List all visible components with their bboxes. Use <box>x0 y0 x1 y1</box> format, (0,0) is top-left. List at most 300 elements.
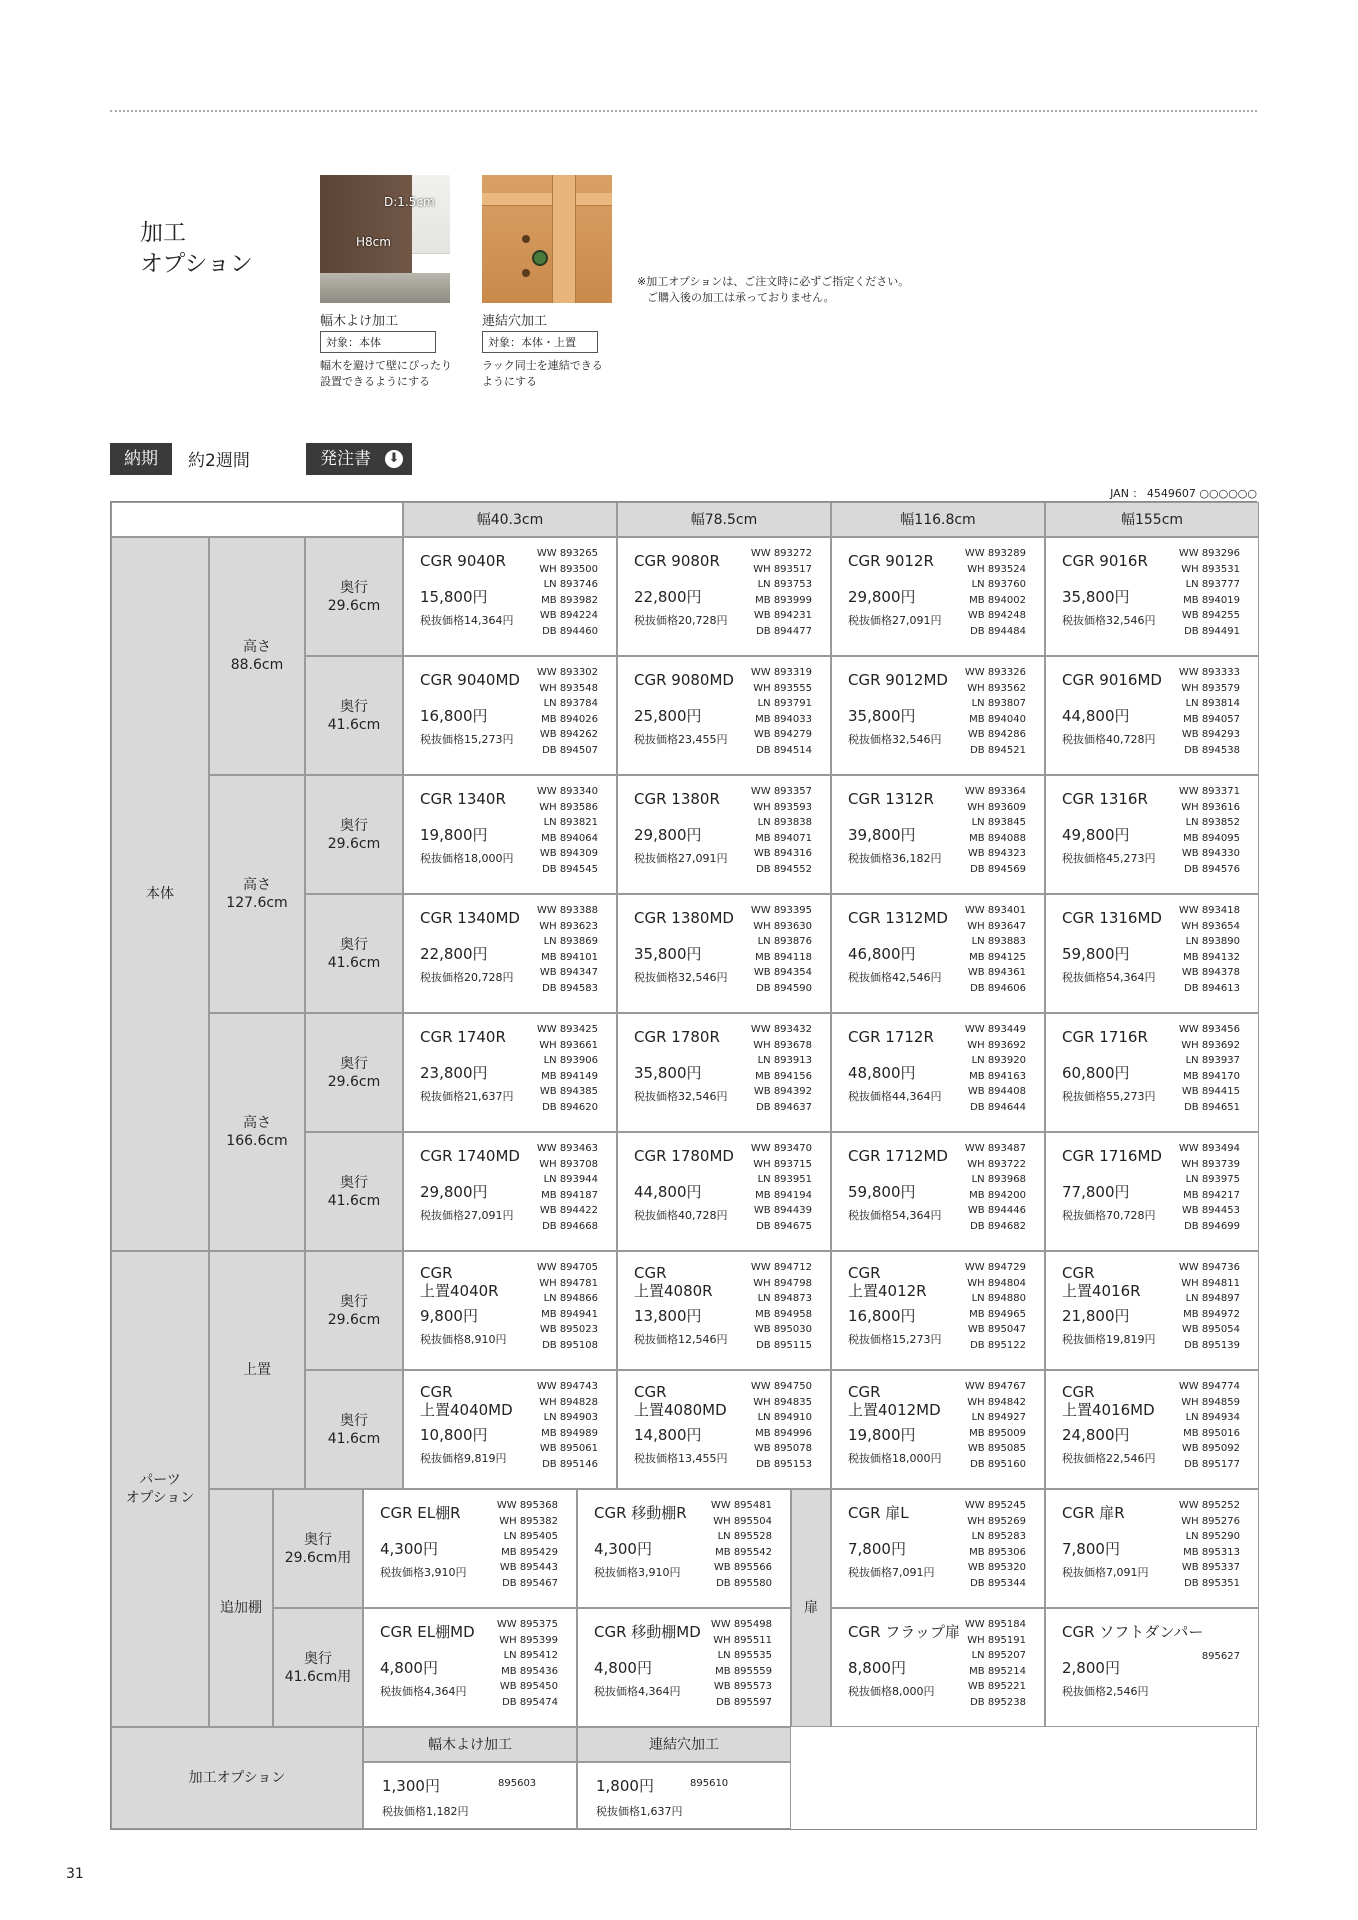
jan-code: LN 893814 <box>1185 698 1240 710</box>
jan-code: LN 893906 <box>543 1055 598 1067</box>
jan-code: WW 894743 <box>536 1381 598 1392</box>
jan-code: MB 894163 <box>969 1070 1026 1082</box>
jan-code: WH 893739 <box>1181 1158 1240 1170</box>
jan-code-list <box>537 1260 598 1354</box>
jan-code: WH 893517 <box>753 563 812 575</box>
jan-code: WH 893562 <box>967 682 1026 694</box>
product-cell <box>831 656 1045 775</box>
product-price: 19,800円 <box>420 826 488 844</box>
download-icon: ⬇ <box>385 450 403 468</box>
product-name: CGR 扉L <box>848 1504 909 1522</box>
jan-code: JAN ： 4549607 ○○○○○○ <box>1110 487 1257 500</box>
jan-code: LN 894927 <box>971 1412 1026 1424</box>
jan-code: LN 895535 <box>717 1650 772 1662</box>
jan-code: LN 893883 <box>971 936 1026 948</box>
jan-code: MB 894002 <box>969 594 1026 606</box>
product-price: 49,800円 <box>1062 826 1130 844</box>
row-label-depth: 奥行 29.6cm <box>305 1251 403 1370</box>
jan-code: WH 893531 <box>1181 563 1240 575</box>
jan-code: WB 894378 <box>1181 967 1240 979</box>
product-name: CGR 1716MD <box>1062 1147 1162 1165</box>
jan-code: DB 894538 <box>1184 744 1240 756</box>
jan-code: DB 894651 <box>1184 1101 1240 1113</box>
product-cell <box>1045 537 1259 656</box>
product-price: 21,800円 <box>1062 1307 1130 1325</box>
product-name: CGR 1712R <box>848 1028 934 1046</box>
product-tax-excluded-price: 税抜価格22,546円 <box>1062 1452 1156 1465</box>
jan-code: WB 895078 <box>753 1443 812 1455</box>
jan-code: WH 893654 <box>1181 920 1240 932</box>
product-cell <box>831 894 1045 1013</box>
jan-code: WH 895191 <box>967 1634 1026 1646</box>
jan-code: WW 893432 <box>750 1024 812 1035</box>
processing-tax-excluded-price: 税抜価格1,637円 <box>596 1805 683 1818</box>
product-tax-excluded-price: 税抜価格54,364円 <box>1062 971 1156 984</box>
jan-code: DB 894699 <box>1184 1220 1240 1232</box>
jan-code: DB 895122 <box>970 1339 1026 1351</box>
product-price: 35,800円 <box>1062 588 1130 606</box>
jan-code: LN 893760 <box>971 579 1026 591</box>
processing-cell <box>577 1762 791 1829</box>
product-price: 22,800円 <box>634 588 702 606</box>
jan-code: MB 894194 <box>755 1189 812 1201</box>
jan-code: WW 895481 <box>710 1500 772 1511</box>
jan-code: WW 893418 <box>1178 905 1240 916</box>
jan-code: LN 895528 <box>717 1531 772 1543</box>
product-tax-excluded-price: 税抜価格4,364円 <box>594 1685 681 1698</box>
jan-code-list <box>711 1617 772 1711</box>
jan-code: WB 894262 <box>539 729 598 741</box>
jan-code: WW 893401 <box>964 905 1026 916</box>
jan-code-list <box>965 1498 1026 1592</box>
jan-code-list <box>1202 1649 1240 1665</box>
product-name: CGR 上置4040R <box>420 1264 499 1300</box>
jan-code: LN 893784 <box>543 698 598 710</box>
row-label-parts-option: パーツ オプション <box>111 1251 209 1727</box>
product-name: CGR 9080MD <box>634 671 734 689</box>
product-name: CGR 1316MD <box>1062 909 1162 927</box>
jan-code: WB 894354 <box>753 967 812 979</box>
jan-code: 895627 <box>1201 1651 1240 1662</box>
product-price: 4,300円 <box>594 1540 652 1558</box>
order-form-button[interactable]: 発注書 ⬇ <box>306 443 412 475</box>
option-1-desc: 幅木を避けて壁にぴったり 設置できるようにする <box>320 359 452 388</box>
jan-code: WH 893579 <box>1181 682 1240 694</box>
jan-code: DB 894477 <box>756 625 812 637</box>
product-tax-excluded-price: 税抜価格36,182円 <box>848 852 942 865</box>
jan-code: WB 894323 <box>967 848 1026 860</box>
jan-code: WB 894392 <box>753 1086 812 1098</box>
product-cell <box>831 1489 1045 1608</box>
width-header: 幅155cm <box>1045 502 1259 537</box>
product-price: 44,800円 <box>1062 707 1130 725</box>
product-tax-excluded-price: 税抜価格44,364円 <box>848 1090 942 1103</box>
option-1-target: 対象：本体 <box>320 331 436 353</box>
jan-code: WH 893616 <box>1181 801 1240 813</box>
product-name: CGR 1380MD <box>634 909 734 927</box>
product-cell <box>617 775 831 894</box>
product-name: CGR 上置4016R <box>1062 1264 1141 1300</box>
product-name: CGR 9040MD <box>420 671 520 689</box>
option-note: ※加工オプションは、ご注文時に必ずご指定ください。 ご購入後の加工は承っておりません。 <box>637 275 910 304</box>
jan-code: WW 895245 <box>964 1500 1026 1511</box>
product-cell <box>1045 656 1259 775</box>
jan-code: WW 893395 <box>750 905 812 916</box>
jan-code-list <box>1179 903 1240 997</box>
jan-code-list <box>537 665 598 759</box>
jan-code: LN 895405 <box>503 1531 558 1543</box>
jan-code-list <box>751 903 812 997</box>
product-tax-excluded-price: 税抜価格42,546円 <box>848 971 942 984</box>
row-label-depth: 奥行 41.6cm <box>305 1370 403 1489</box>
processing-header: 幅木よけ加工 <box>363 1727 577 1762</box>
product-price: 59,800円 <box>1062 945 1130 963</box>
jan-code: WB 894385 <box>539 1086 598 1098</box>
jan-code: MB 894989 <box>541 1427 598 1439</box>
row-label-depth: 奥行 41.6cm用 <box>273 1608 363 1727</box>
product-tax-excluded-price: 税抜価格32,546円 <box>634 1090 728 1103</box>
jan-code: WB 894453 <box>1181 1205 1240 1217</box>
jan-code: WW 893357 <box>750 786 812 797</box>
product-cell <box>617 656 831 775</box>
row-label-extra-shelf: 追加棚 <box>209 1489 273 1727</box>
jan-code: WB 895047 <box>967 1324 1026 1336</box>
jan-code: MB 895429 <box>501 1546 558 1558</box>
jan-code: WW 893340 <box>536 786 598 797</box>
product-name: CGR EL棚R <box>380 1504 461 1522</box>
product-name: CGR 上置4080MD <box>634 1383 727 1419</box>
jan-code: WW 893364 <box>964 786 1026 797</box>
jan-code: MB 894125 <box>969 951 1026 963</box>
product-cell <box>617 1251 831 1370</box>
jan-code: WW 893272 <box>750 548 812 559</box>
product-tax-excluded-price: 税抜価格27,091円 <box>420 1209 514 1222</box>
product-cell <box>1045 1370 1259 1489</box>
jan-code: MB 894941 <box>541 1308 598 1320</box>
jan-code: WW 894750 <box>750 1381 812 1392</box>
jan-code: MB 894095 <box>1183 832 1240 844</box>
product-name: CGR 1340MD <box>420 909 520 927</box>
jan-code: WH 894828 <box>539 1396 598 1408</box>
jan-code: WH 894835 <box>753 1396 812 1408</box>
jan-code: LN 893852 <box>1185 817 1240 829</box>
jan-code: WB 894231 <box>753 610 812 622</box>
jan-code: WW 893296 <box>1178 548 1240 559</box>
jan-code: 895610 <box>690 1778 729 1789</box>
row-label-depth: 奥行 29.6cm <box>305 537 403 656</box>
jan-code: MB 894101 <box>541 951 598 963</box>
jan-code: MB 893999 <box>755 594 812 606</box>
jan-code: LN 895283 <box>971 1531 1026 1543</box>
jan-code-list <box>965 903 1026 997</box>
product-name: CGR 1780R <box>634 1028 720 1046</box>
product-name: CGR 上置4080R <box>634 1264 713 1300</box>
jan-code: MB 894958 <box>755 1308 812 1320</box>
jan-code: WH 895511 <box>713 1634 772 1646</box>
row-label-height: 高さ 88.6cm <box>209 537 305 775</box>
jan-code: WH 895382 <box>499 1515 558 1527</box>
product-price: 16,800円 <box>848 1307 916 1325</box>
product-tax-excluded-price: 税抜価格40,728円 <box>1062 733 1156 746</box>
product-cell <box>831 775 1045 894</box>
product-name: CGR 1712MD <box>848 1147 948 1165</box>
jan-code: WB 895085 <box>967 1443 1026 1455</box>
jan-code-list <box>1179 784 1240 878</box>
jan-code-list <box>711 1498 772 1592</box>
product-name: CGR 上置4016MD <box>1062 1383 1155 1419</box>
jan-code-list <box>965 784 1026 878</box>
product-name: CGR 9016R <box>1062 552 1148 570</box>
jan-code: LN 895207 <box>971 1650 1026 1662</box>
product-cell <box>577 1489 791 1608</box>
jan-code-list <box>537 1022 598 1116</box>
processing-price: 1,300円 <box>382 1777 440 1795</box>
jan-code: WW 893326 <box>964 667 1026 678</box>
product-tax-excluded-price: 税抜価格27,091円 <box>634 852 728 865</box>
jan-code: WW 893470 <box>750 1143 812 1154</box>
jan-code: LN 893876 <box>757 936 812 948</box>
product-price: 4,800円 <box>380 1659 438 1677</box>
jan-code: DB 894514 <box>756 744 812 756</box>
product-name: CGR 移動棚MD <box>594 1623 701 1641</box>
jan-code: DB 894644 <box>970 1101 1026 1113</box>
jan-code: DB 895474 <box>502 1696 558 1708</box>
jan-code: MB 894170 <box>1183 1070 1240 1082</box>
product-price: 39,800円 <box>848 826 916 844</box>
processing-tax-excluded-price: 税抜価格1,182円 <box>382 1805 469 1818</box>
product-price: 60,800円 <box>1062 1064 1130 1082</box>
option-1-title: 幅木よけ加工 <box>320 314 399 329</box>
jan-code: MB 895306 <box>969 1546 1026 1558</box>
processing-header: 連結穴加工 <box>577 1727 791 1762</box>
jan-code-list <box>751 1379 812 1473</box>
product-price: 16,800円 <box>420 707 488 725</box>
jan-code: DB 895467 <box>502 1577 558 1589</box>
jan-code: WH 894811 <box>1181 1277 1240 1289</box>
jan-code-list <box>965 1022 1026 1116</box>
jan-code: WB 894255 <box>1181 610 1240 622</box>
jan-code: DB 894590 <box>756 982 812 994</box>
jan-code: LN 893821 <box>543 817 598 829</box>
product-name: CGR 扉R <box>1062 1504 1125 1522</box>
jan-code: WW 893388 <box>536 905 598 916</box>
jan-code: WH 893630 <box>753 920 812 932</box>
jan-code: DB 894576 <box>1184 863 1240 875</box>
row-label-top-unit: 上置 <box>209 1251 305 1489</box>
jan-code: MB 895009 <box>969 1427 1026 1439</box>
jan-code: WB 894293 <box>1181 729 1240 741</box>
product-price: 2,800円 <box>1062 1659 1120 1677</box>
jan-code: WB 895054 <box>1181 1324 1240 1336</box>
product-price: 23,800円 <box>420 1064 488 1082</box>
lead-time-badge: 納期 <box>110 443 172 475</box>
product-price: 4,300円 <box>380 1540 438 1558</box>
jan-code-list <box>1179 1141 1240 1235</box>
jan-code: 895603 <box>498 1778 537 1789</box>
jan-code: WH 893524 <box>967 563 1026 575</box>
jan-code: WB 895337 <box>1181 1562 1240 1574</box>
jan-code: DB 894569 <box>970 863 1026 875</box>
jan-code: DB 894583 <box>542 982 598 994</box>
top-dotted-rule <box>110 110 1257 112</box>
jan-code-list <box>1179 1498 1240 1592</box>
product-tax-excluded-price: 税抜価格55,273円 <box>1062 1090 1156 1103</box>
product-price: 77,800円 <box>1062 1183 1130 1201</box>
product-price: 46,800円 <box>848 945 916 963</box>
product-price: 44,800円 <box>634 1183 702 1201</box>
product-tax-excluded-price: 税抜価格45,273円 <box>1062 852 1156 865</box>
jan-code: MB 895313 <box>1183 1546 1240 1558</box>
jan-code: WB 894224 <box>539 610 598 622</box>
jan-code: LN 893753 <box>757 579 812 591</box>
jan-code: MB 894149 <box>541 1070 598 1082</box>
product-cell <box>1045 1251 1259 1370</box>
jan-code: DB 894675 <box>756 1220 812 1232</box>
jan-code: WW 894705 <box>536 1262 598 1273</box>
product-tax-excluded-price: 税抜価格20,728円 <box>420 971 514 984</box>
jan-code: MB 894019 <box>1183 594 1240 606</box>
jan-code: WH 893722 <box>967 1158 1026 1170</box>
product-tax-excluded-price: 税抜価格8,000円 <box>848 1685 935 1698</box>
product-cell <box>1045 775 1259 894</box>
jan-code: WH 895504 <box>713 1515 772 1527</box>
product-price: 4,800円 <box>594 1659 652 1677</box>
jan-code: LN 893869 <box>543 936 598 948</box>
product-price: 15,800円 <box>420 588 488 606</box>
jan-code: WB 895566 <box>713 1562 772 1574</box>
jan-code: WB 894347 <box>539 967 598 979</box>
product-tax-excluded-price: 税抜価格2,546円 <box>1062 1685 1149 1698</box>
jan-code: DB 895177 <box>1184 1458 1240 1470</box>
jan-code: MB 894996 <box>755 1427 812 1439</box>
row-label-body: 本体 <box>111 537 209 1251</box>
jan-code: WB 894446 <box>967 1205 1026 1217</box>
jan-code-list <box>537 546 598 640</box>
jan-code: MB 894187 <box>541 1189 598 1201</box>
jan-code: DB 894491 <box>1184 625 1240 637</box>
product-tax-excluded-price: 税抜価格3,910円 <box>594 1566 681 1579</box>
jan-code: DB 894552 <box>756 863 812 875</box>
product-tax-excluded-price: 税抜価格20,728円 <box>634 614 728 627</box>
jan-code: WH 893593 <box>753 801 812 813</box>
jan-code: WW 893487 <box>964 1143 1026 1154</box>
product-cell <box>617 537 831 656</box>
jan-code: WB 894330 <box>1181 848 1240 860</box>
jan-code: MB 894132 <box>1183 951 1240 963</box>
lead-time-value: 約2週間 <box>188 451 250 471</box>
jan-code: LN 894903 <box>543 1412 598 1424</box>
jan-code: DB 895108 <box>542 1339 598 1351</box>
jan-code-list <box>751 1260 812 1354</box>
product-name: CGR 上置4012MD <box>848 1383 941 1419</box>
jan-code-list <box>751 784 812 878</box>
row-label-depth: 奥行 41.6cm <box>305 656 403 775</box>
product-cell <box>403 1251 617 1370</box>
jan-code-list <box>965 546 1026 640</box>
jan-code: MB 895436 <box>501 1665 558 1677</box>
jan-code-list <box>1179 1260 1240 1354</box>
price-table <box>110 501 1257 1830</box>
jan-code: MB 894040 <box>969 713 1026 725</box>
product-name: CGR 9012R <box>848 552 934 570</box>
jan-code-list <box>537 784 598 878</box>
jan-code: WB 895092 <box>1181 1443 1240 1455</box>
jan-code: MB 894088 <box>969 832 1026 844</box>
baseboard-cut-photo: D:1.5cm H8cm <box>320 175 450 303</box>
jan-code-list <box>537 1141 598 1235</box>
jan-code: LN 894910 <box>757 1412 812 1424</box>
product-cell <box>617 1132 831 1251</box>
row-label-door: 扉 <box>791 1489 831 1727</box>
product-cell <box>831 537 1045 656</box>
product-price: 24,800円 <box>1062 1426 1130 1444</box>
jan-code: WW 893289 <box>964 548 1026 559</box>
jan-code: WH 893715 <box>753 1158 812 1170</box>
jan-code: WB 895443 <box>499 1562 558 1574</box>
product-tax-excluded-price: 税抜価格12,546円 <box>634 1333 728 1346</box>
jan-code: WB 895030 <box>753 1324 812 1336</box>
product-tax-excluded-price: 税抜価格27,091円 <box>848 614 942 627</box>
option-2-title: 連結穴加工 <box>482 314 548 329</box>
jan-code: WW 893425 <box>536 1024 598 1035</box>
product-name: CGR 1716R <box>1062 1028 1148 1046</box>
option-2-desc: ラック同士を連結できる ようにする <box>482 359 603 388</box>
product-tax-excluded-price: 税抜価格18,000円 <box>848 1452 942 1465</box>
product-tax-excluded-price: 税抜価格32,546円 <box>848 733 942 746</box>
jan-code: DB 895597 <box>716 1696 772 1708</box>
jan-code: LN 894873 <box>757 1293 812 1305</box>
jan-code: LN 893937 <box>1185 1055 1240 1067</box>
jan-code: WB 894408 <box>967 1086 1026 1098</box>
jan-code: MB 894965 <box>969 1308 1026 1320</box>
jan-code: DB 895238 <box>970 1696 1026 1708</box>
product-name: CGR 1312MD <box>848 909 948 927</box>
product-cell <box>1045 1132 1259 1251</box>
product-cell <box>403 1370 617 1489</box>
product-price: 9,800円 <box>420 1307 478 1325</box>
jan-code: MB 894118 <box>755 951 812 963</box>
product-tax-excluded-price: 税抜価格54,364円 <box>848 1209 942 1222</box>
product-name: CGR フラップ扉 <box>848 1623 960 1641</box>
product-tax-excluded-price: 税抜価格4,364円 <box>380 1685 467 1698</box>
product-tax-excluded-price: 税抜価格21,637円 <box>420 1090 514 1103</box>
product-name: CGR 移動棚R <box>594 1504 687 1522</box>
product-name: CGR 上置4012R <box>848 1264 927 1300</box>
product-cell <box>617 894 831 1013</box>
product-cell <box>831 1370 1045 1489</box>
jan-code: WH 893586 <box>539 801 598 813</box>
product-cell <box>617 1013 831 1132</box>
jan-code: MB 894057 <box>1183 713 1240 725</box>
jan-code: WW 895252 <box>1178 1500 1240 1511</box>
product-cell <box>363 1608 577 1727</box>
jan-code: WW 895375 <box>496 1619 558 1630</box>
product-price: 35,800円 <box>848 707 916 725</box>
jan-code: DB 895160 <box>970 1458 1026 1470</box>
jan-code: WB 894309 <box>539 848 598 860</box>
jan-code: DB 894521 <box>970 744 1026 756</box>
product-name: CGR 1740R <box>420 1028 506 1046</box>
jan-code: DB 895344 <box>970 1577 1026 1589</box>
jan-code: WB 894316 <box>753 848 812 860</box>
jan-code: WH 893661 <box>539 1039 598 1051</box>
jan-code: DB 894620 <box>542 1101 598 1113</box>
jan-code: DB 895139 <box>1184 1339 1240 1351</box>
row-label-depth: 奥行 41.6cm <box>305 1132 403 1251</box>
row-label-depth: 奥行 29.6cm用 <box>273 1489 363 1608</box>
processing-price: 1,800円 <box>596 1777 654 1795</box>
jan-code: MB 895542 <box>715 1546 772 1558</box>
